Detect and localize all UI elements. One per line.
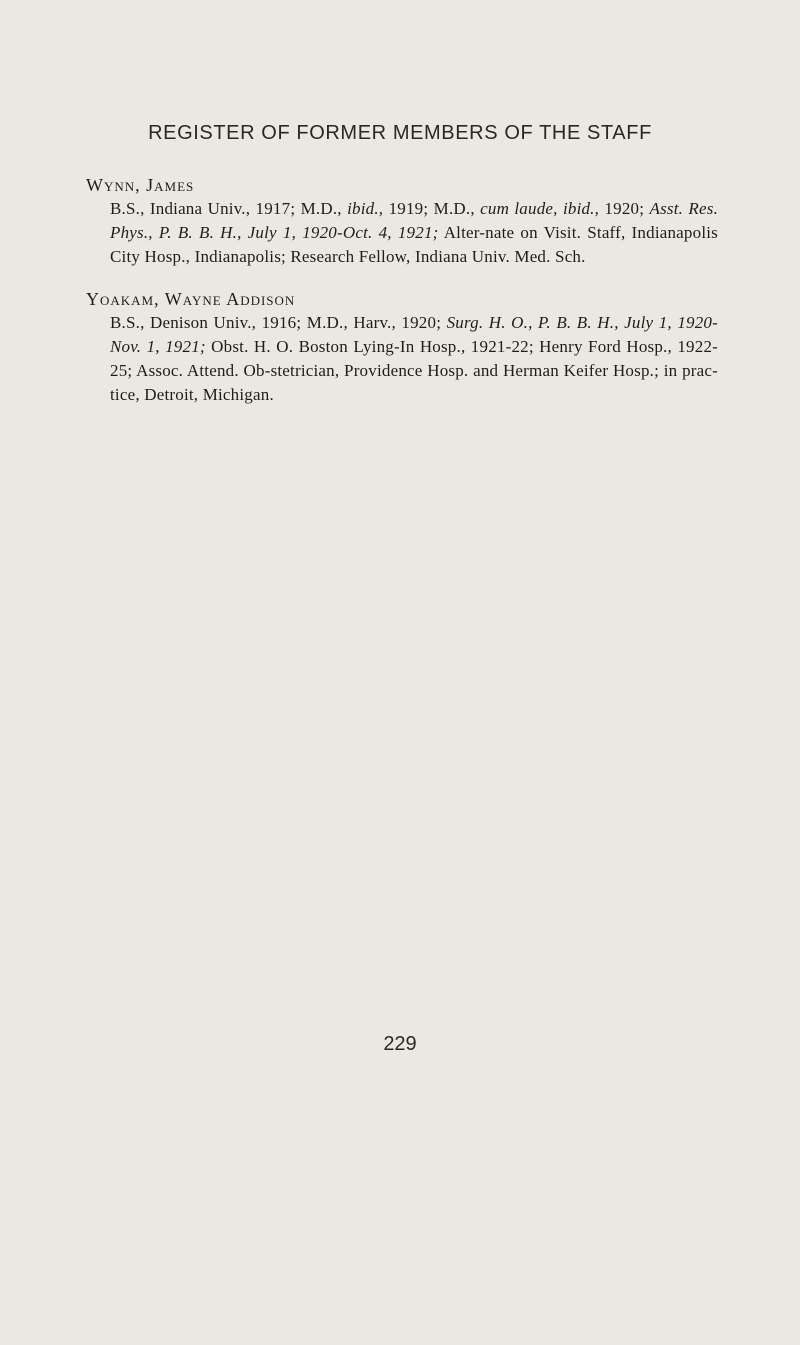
- entry-text-italic: cum laude, ibid.,: [480, 199, 600, 218]
- entry-details: [110, 197, 718, 269]
- entry-text: 1920;: [599, 199, 650, 218]
- entry-details: [110, 311, 718, 407]
- entry-text: Alter-nate on Visit. Staff, Indianapolis City Hosp., Indianapolis; Research Fellow, Indiana Univ. Med. Sch.: [110, 223, 718, 266]
- entry-text: B.S., Denison Univ., 1916; M.D., Harv., 1920;: [110, 313, 447, 332]
- entry-name: Wynn, James: [86, 175, 195, 195]
- register-entry: [86, 173, 718, 269]
- page-number: 229: [383, 1033, 417, 1055]
- entry-text-italic: Surg. H. O., P. B. B. H., July 1, 1920-Nov. 1, 1921;: [110, 313, 718, 356]
- entry-text: B.S., Indiana Univ., 1917; M.D.,: [110, 199, 348, 218]
- entry-name: Yoakam, Wayne Addison: [86, 289, 296, 309]
- entry-text: 1919; M.D.,: [383, 199, 481, 218]
- running-head: REGISTER OF FORMER MEMBERS OF THE STAFF: [148, 122, 652, 144]
- entry-text: Obst. H. O. Boston Lying-In Hosp., 1921-22; Henry Ford Hosp., 1922-25; Assoc. Attend. Ob-stetrician, Providence Hosp. and Herman Keifer Hosp.; in prac-tice, Detroit, Michigan.: [110, 337, 719, 404]
- entry-text-italic: Asst. Res. Phys., P. B. B. H., July 1, 1920-Oct. 4, 1921;: [110, 199, 719, 242]
- entry-text-italic: ibid.,: [347, 199, 384, 218]
- register-entry: [86, 287, 718, 407]
